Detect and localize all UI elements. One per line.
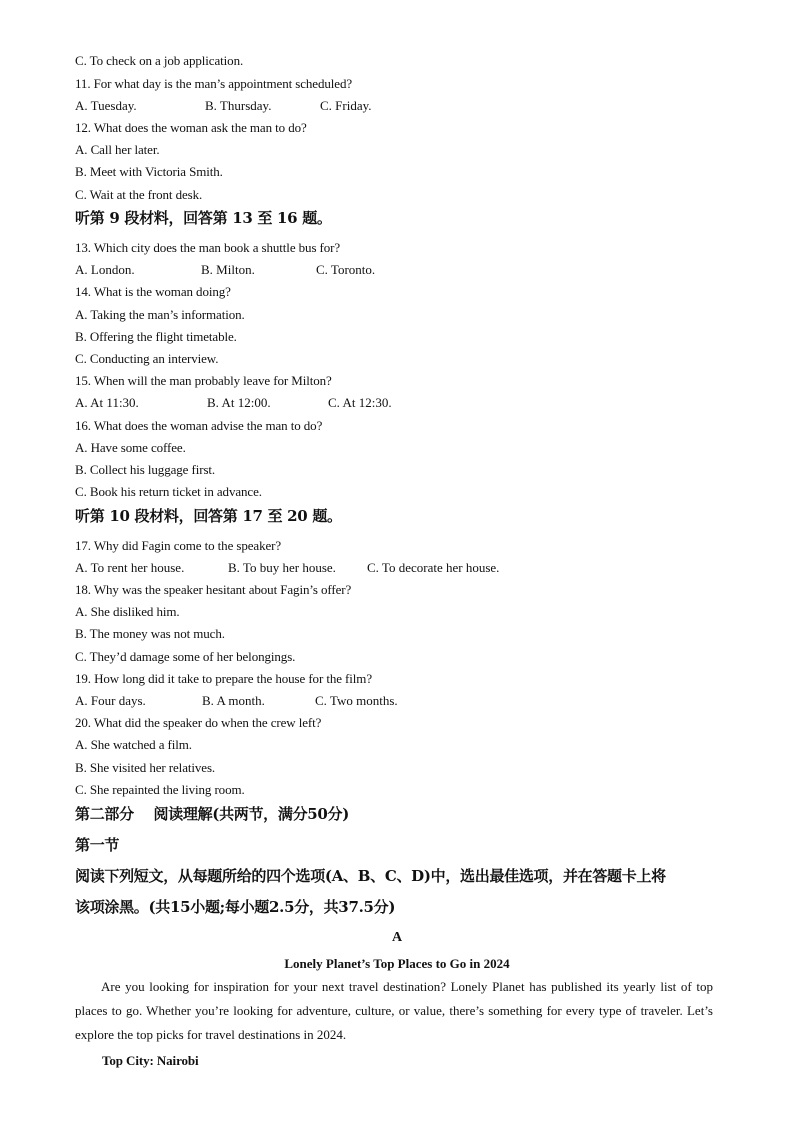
q18-question: 18. Why was the speaker hesitant about Fagin’s offer? xyxy=(75,582,352,597)
q18-option-b: B. The money was not much. xyxy=(75,626,225,641)
q19-option-a: A. Four days. xyxy=(75,693,146,708)
q12-question: 12. What does the woman ask the man to do? xyxy=(75,120,307,135)
q11-question: 11. For what day is the man’s appointment scheduled? xyxy=(75,76,353,91)
part-2-heading: 第二部分 阅读理解(共两节，满分50分) xyxy=(75,805,350,823)
q19-question: 19. How long did it take to prepare the house for the film? xyxy=(75,671,372,686)
instructions-line-1: 阅读下列短文，从每题所给的四个选项(A、B、C、D)中，选出最佳选项，并在答题卡上将 xyxy=(75,867,666,885)
q15-option-a: A. At 11:30. xyxy=(75,395,139,410)
q19-option-c: C. Two months. xyxy=(315,693,398,708)
q16-option-a: A. Have some coffee. xyxy=(75,440,186,455)
passage-paragraph: Are you looking for inspiration for your next travel destination? Lonely Planet has published its yearly list of top places to go. Whether you’re looking for adventure, culture, or value, there’s something for every type of traveler. Let’s explore the top picks for travel destinations in 2024. xyxy=(75,979,713,1042)
q17-option-c: C. To decorate her house. xyxy=(367,560,500,575)
q11-option-b: B. Thursday. xyxy=(205,98,272,113)
q15-option-b: B. At 12:00. xyxy=(207,395,271,410)
q19-option-b: B. A month. xyxy=(202,693,265,708)
section-1-heading: 第一节 xyxy=(75,836,120,854)
q13-option-c: C. Toronto. xyxy=(316,262,376,277)
q16-question: 16. What does the woman advise the man to do? xyxy=(75,418,323,433)
q12-option-b: B. Meet with Victoria Smith. xyxy=(75,164,223,179)
q20-option-c: C. She repainted the living room. xyxy=(75,782,245,797)
q14-option-a: A. Taking the man’s information. xyxy=(75,307,245,322)
instructions-line-2: 该项涂黑。(共15小题;每小题2.5分，共37.5分) xyxy=(75,898,396,916)
q17-question: 17. Why did Fagin come to the speaker? xyxy=(75,538,282,553)
q11-option-c: C. Friday. xyxy=(320,98,372,113)
q13-option-a: A. London. xyxy=(75,262,135,277)
q11-option-a: A. Tuesday. xyxy=(75,98,137,113)
segment-9-heading: 听第 9 段材料，回答第 13 至 16 题。 xyxy=(75,209,332,227)
q14-option-b: B. Offering the flight timetable. xyxy=(75,329,237,344)
q20-question: 20. What did the speaker do when the crew left? xyxy=(75,715,322,730)
q16-option-b: B. Collect his luggage first. xyxy=(75,462,216,477)
segment-10-heading: 听第 10 段材料，回答第 17 至 20 题。 xyxy=(75,507,342,525)
q12-option-c: C. Wait at the front desk. xyxy=(75,187,203,202)
q18-option-c: C. They’d damage some of her belongings. xyxy=(75,649,296,664)
q15-option-c: C. At 12:30. xyxy=(328,395,392,410)
q16-option-c: C. Book his return ticket in advance. xyxy=(75,484,262,499)
q15-question: 15. When will the man probably leave for Milton? xyxy=(75,373,332,388)
q18-option-a: A. She disliked him. xyxy=(75,604,180,619)
q14-option-c: C. Conducting an interview. xyxy=(75,351,219,366)
passage-subheading: Top City: Nairobi xyxy=(102,1053,199,1068)
passage-letter: A xyxy=(391,930,403,945)
q20-option-b: B. She visited her relatives. xyxy=(75,760,216,775)
q12-option-a: A. Call her later. xyxy=(75,142,160,157)
q20-option-a: A. She watched a film. xyxy=(75,737,192,752)
q13-option-b: B. Milton. xyxy=(201,262,255,277)
q17-option-a: A. To rent her house. xyxy=(75,560,185,575)
q17-option-b: B. To buy her house. xyxy=(228,560,336,575)
q10-option-c: C. To check on a job application. xyxy=(75,53,244,68)
q14-question: 14. What is the woman doing? xyxy=(75,284,231,299)
q13-question: 13. Which city does the man book a shuttle bus for? xyxy=(75,240,341,255)
passage-title: Lonely Planet’s Top Places to Go in 2024 xyxy=(284,956,510,971)
